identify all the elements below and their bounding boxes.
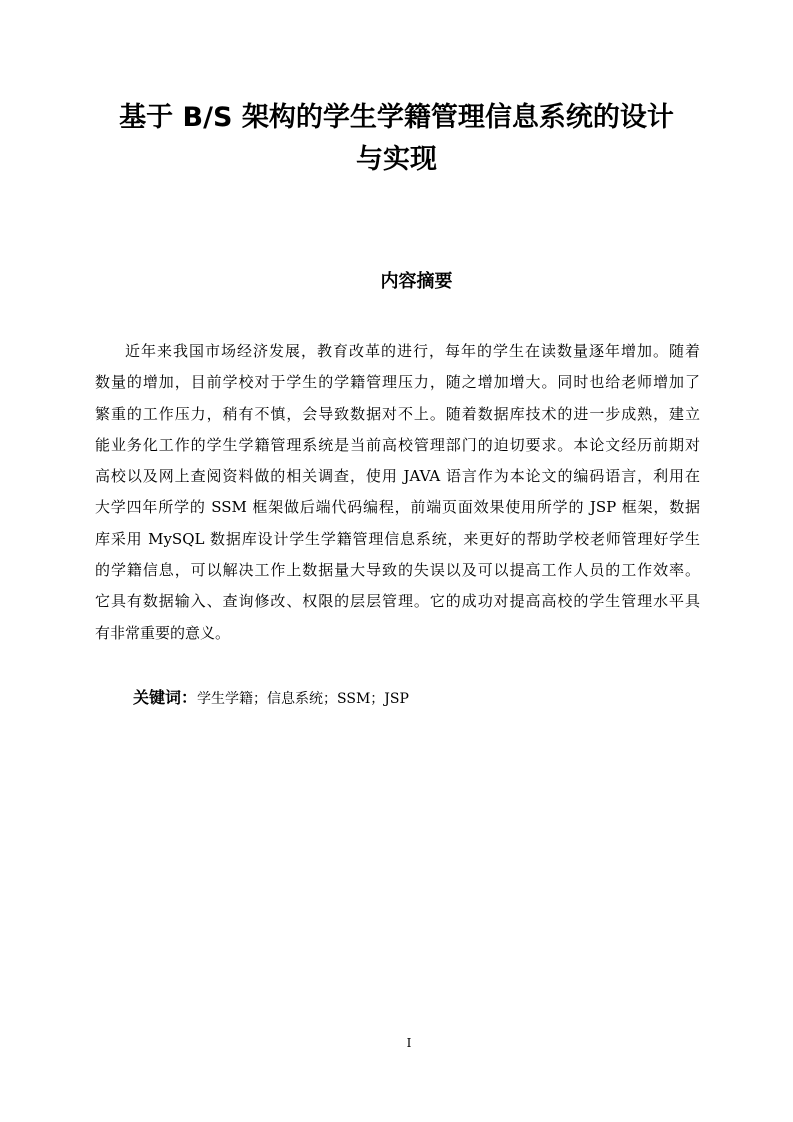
- abstract-line: 近年来我国市场经济发展，教育改革的进行，每年的学生在读数量逐年增加。随着: [125, 342, 700, 360]
- keywords-text: 学生学籍；信息系统；SSM；JSP: [197, 691, 409, 707]
- abstract-line: 能业务化工作的学生学籍管理系统是当前高校管理部门的迫切要求。本论文经历前期对: [95, 435, 700, 454]
- keywords-label: 关键词：: [133, 688, 198, 707]
- abstract-line: 它具有数据输入、查询修改、权限的层层管理。它的成功对提高高校的学生管理水平具: [95, 592, 700, 611]
- thesis-title-line-2: 与实现: [356, 144, 437, 175]
- abstract-body: [95, 336, 700, 649]
- abstract-line: 大学四年所学的 SSM 框架做后端代码编程，前端页面效果使用所学的 JSP 框架，数据: [95, 498, 700, 517]
- abstract-line: 库采用 MySQL 数据库设计学生学籍管理信息系统，来更好的帮助学校老师管理好学生: [95, 529, 700, 548]
- keywords: [133, 685, 409, 712]
- abstract-line: 的学籍信息，可以解决工作上数据量大导致的失误以及可以提高工作人员的工作效率。: [95, 561, 700, 580]
- abstract-line: 高校以及网上查阅资料做的相关调查，使用 JAVA 语言作为本论文的编码语言，利用在: [95, 467, 700, 486]
- abstract-heading: 内容摘要: [380, 271, 453, 292]
- abstract-line: 繁重的工作压力，稍有不慎，会导致数据对不上。随着数据库技术的进一步成熟，建立: [95, 404, 700, 423]
- abstract-line: 有非常重要的意义。: [95, 623, 231, 642]
- thesis-title-line-1: 基于 B/S 架构的学生学籍管理信息系统的设计: [119, 102, 674, 133]
- page-number: I: [406, 1036, 412, 1050]
- abstract-line: 数量的增加，目前学校对于学生的学籍管理压力，随之增加增大。同时也给老师增加了: [95, 373, 700, 392]
